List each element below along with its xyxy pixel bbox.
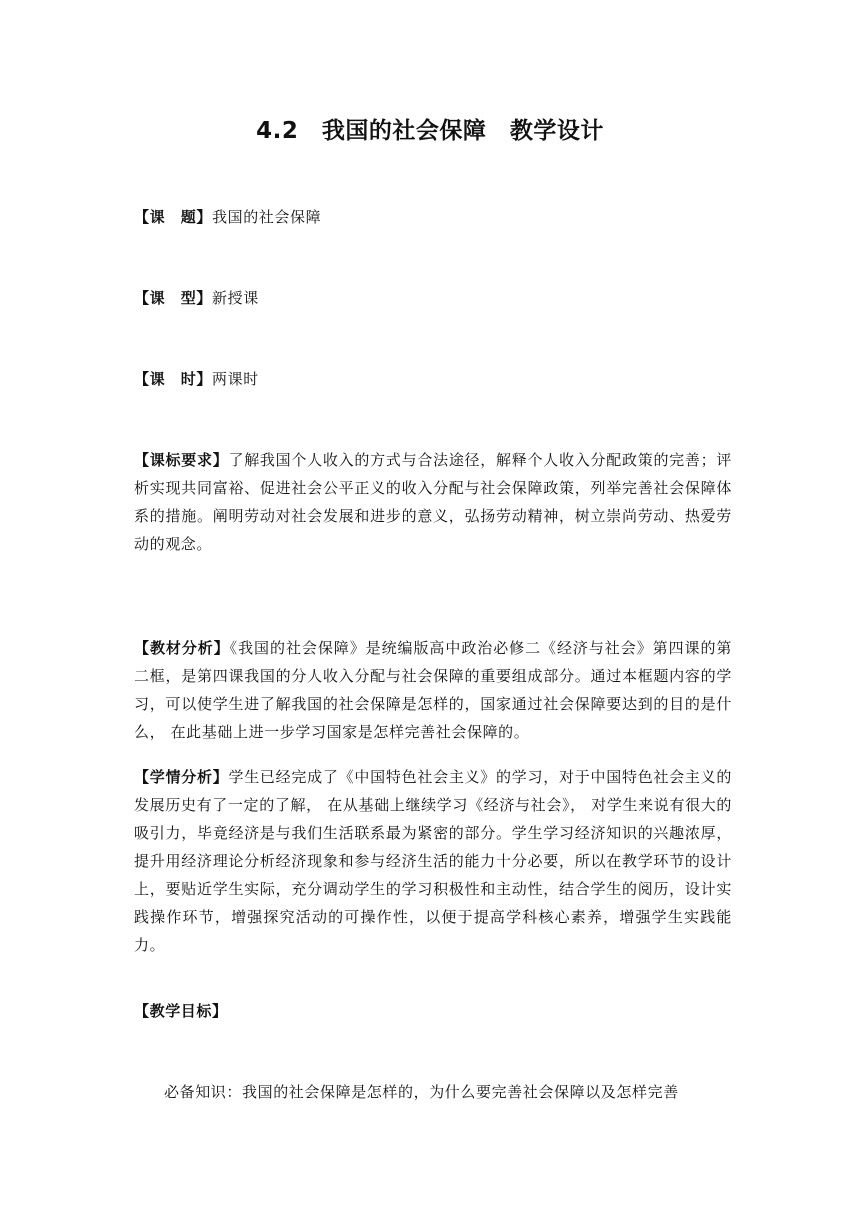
objective-required-knowledge: 必备知识：我国的社会保障是怎样的，为什么要完善社会保障以及怎样完善: [164, 1083, 679, 1101]
section-label: 【课 时】: [134, 370, 213, 388]
section-teaching-objectives: [134, 997, 732, 1025]
section-label: 【学情分析】: [134, 768, 229, 786]
section-topic: [134, 203, 732, 231]
section-text: 《我国的社会保障》是统编版高中政治必修二《经济与社会》第四课的第二框，是第四课我国的分人收入分配与社会保障的重要组成部分。通过本框题内容的学习，可以使学生进了解我国的社会保障是怎样的，国家通过社会保障要达到的目的是什么， 在此基础上进一步学习国家是怎样完善社会保障的。: [134, 639, 733, 741]
section-label: 【课 题】: [134, 208, 213, 226]
section-label: 【课 型】: [134, 289, 213, 307]
section-curriculum-requirements: [134, 446, 732, 558]
section-text: 新授课: [212, 289, 259, 307]
section-type: [134, 284, 732, 312]
section-text: 两课时: [212, 370, 259, 388]
section-textbook-analysis: [134, 634, 732, 746]
section-hours: [134, 365, 732, 393]
section-student-analysis: [134, 763, 732, 959]
section-text: 我国的社会保障: [212, 208, 322, 226]
document-title: 4.2 我国的社会保障 教学设计: [256, 118, 604, 144]
section-text: 了解我国个人收入的方式与合法途径，解释个人收入分配政策的完善；评析实现共同富裕、促进社会公平正义的收入分配与社会保障政策，列举完善社会保障体系的措施。阐明劳动对社会发展和进步的意义，弘扬劳动精神，树立崇尚劳动、热爱劳动的观念。: [134, 451, 733, 553]
section-text: 学生已经完成了《中国特色社会主义》的学习，对于中国特色社会主义的发展历史有了一定的了解， 在从基础上继续学习《经济与社会》， 对学生来说有很大的吸引力，毕竟经济是与我们生活联系最为紧密的部分。学生学习经济知识的兴趣浓厚，提升用经济理论分析经济现象和参与经济生活的能力十分必要，所以在教学环节的设计上，要贴近学生实际，充分调动学生的学习积极性和主动性，结合学生的阅历，设计实践操作环节，增强探究活动的可操作性，以便于提高学科核心素养，增强学生实践能力。: [134, 768, 733, 954]
section-label: 【教材分析】: [134, 639, 230, 657]
section-label: 【课标要求】: [134, 451, 229, 469]
section-label: 【教学目标】: [134, 1002, 228, 1020]
